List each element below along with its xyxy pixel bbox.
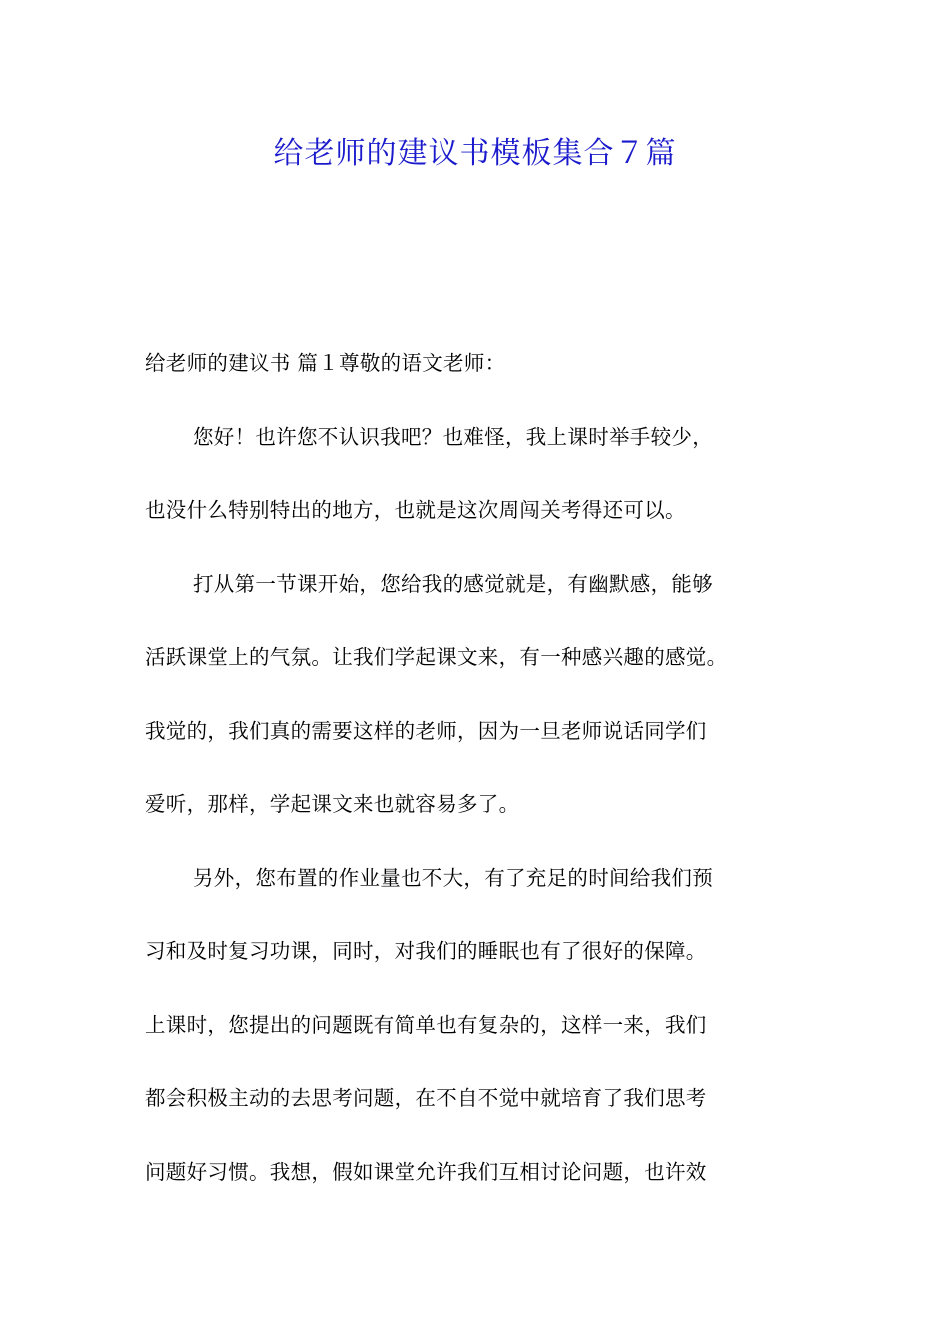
text-line-12: 问题好习惯。我想，假如课堂允许我们互相讨论问题，也许效 (145, 1159, 707, 1184)
document-title: 给老师的建议书模板集合７篇 (273, 136, 677, 171)
text-line-11: 都会积极主动的去思考问题，在不自不觉中就培育了我们思考 (145, 1086, 707, 1110)
text-line-7: 爱听，那样，学起课文来也就容易多了。 (145, 792, 520, 816)
text-line-5: 活跃课堂上的气氛。让我们学起课文来，有一种感兴趣的感觉。 (145, 645, 728, 669)
text-line-6: 我觉的，我们真的需要这样的老师，因为一旦老师说话同学们 (145, 718, 707, 743)
text-line-3: 也没什么特别特出的地方，也就是这次周闯关考得还可以。 (145, 498, 686, 522)
document-body (145, 345, 810, 1227)
text-line-8: 另外，您布置的作业量也不大，有了充足的时间给我们预 (193, 865, 713, 890)
text-line-9: 习和及时复习功课，同时，对我们的睡眠也有了很好的保障。 (145, 939, 707, 963)
text-line-1: 给老师的建议书 篇１尊敬的语文老师： (145, 351, 506, 375)
text-line-2: 您好！也许您不认识我吧？也难怪，我上课时举手较少， (193, 424, 713, 449)
text-line-4: 打从第一节课开始，您给我的感觉就是，有幽默感，能够 (193, 571, 713, 596)
text-line-10: 上课时，您提出的问题既有简单也有复杂的，这样一来，我们 (145, 1012, 707, 1037)
